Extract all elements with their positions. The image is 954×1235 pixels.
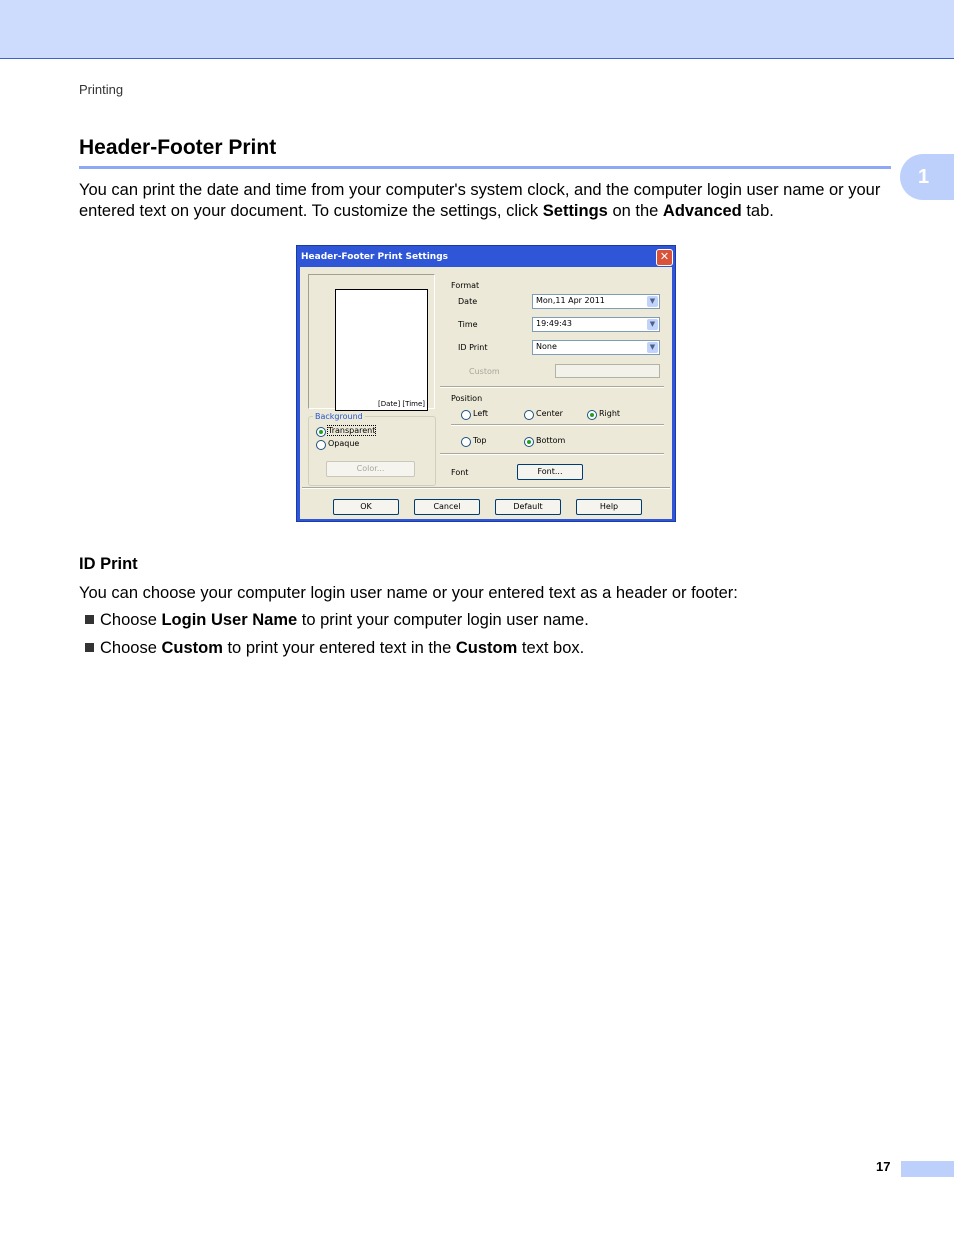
close-icon[interactable]: ✕ <box>656 249 673 266</box>
separator <box>440 386 664 388</box>
format-label: Format <box>451 281 480 290</box>
time-value: 19:49:43 <box>536 319 572 328</box>
separator <box>440 453 664 455</box>
transparent-radio[interactable] <box>316 427 326 437</box>
title-rule <box>79 166 891 169</box>
bullet-square-icon <box>85 643 94 652</box>
date-combo[interactable] <box>532 294 660 309</box>
color-button[interactable]: Color... <box>326 461 415 477</box>
idprint-label: ID Print <box>458 343 488 352</box>
idprint-combo[interactable] <box>532 340 660 355</box>
opaque-radio[interactable] <box>316 440 326 450</box>
bullet-square-icon <box>85 615 94 624</box>
dialog-title: Header-Footer Print Settings <box>301 252 449 262</box>
intro-paragraph: You can print the date and time from your computer's system clock, and the computer login user name or your entered text on your document. To customize the settings, click Settings on the Advanced tab. <box>79 181 881 220</box>
separator <box>302 487 670 489</box>
header-footer-dialog <box>296 245 676 522</box>
running-title: Printing <box>79 82 124 97</box>
page-header-band <box>0 0 954 59</box>
idprint-value: None <box>536 342 557 351</box>
help-button[interactable]: Help <box>576 499 642 515</box>
background-group-label: Background <box>315 412 363 421</box>
bullet-text: Choose Login User Name to print your computer login user name. <box>100 611 589 629</box>
bottom-radio[interactable] <box>524 437 534 447</box>
top-label: Top <box>473 436 487 445</box>
top-radio[interactable] <box>461 437 471 447</box>
preview-panel <box>308 274 435 409</box>
bullet-item <box>85 639 584 658</box>
cancel-button[interactable]: Cancel <box>414 499 480 515</box>
center-label: Center <box>536 409 563 418</box>
transparent-label: Transparent <box>328 426 376 435</box>
chevron-down-icon: ▼ <box>647 342 658 353</box>
preview-label: [Date] [Time] <box>377 400 425 408</box>
idprint-intro: You can choose your computer login user name or your entered text as a header or footer: <box>79 584 738 602</box>
left-radio[interactable] <box>461 410 471 420</box>
ok-button[interactable]: OK <box>333 499 399 515</box>
custom-label: Custom <box>469 367 500 376</box>
bullet-text: Choose Custom to print your entered text in the Custom text box. <box>100 639 585 657</box>
section-title: Header-Footer Print <box>79 136 277 159</box>
center-radio[interactable] <box>524 410 534 420</box>
custom-textbox[interactable] <box>555 364 660 378</box>
page-number-bar <box>901 1161 954 1177</box>
bottom-label: Bottom <box>536 436 566 445</box>
left-label: Left <box>473 409 489 418</box>
time-label: Time <box>458 320 478 329</box>
font-button[interactable]: Font... <box>517 464 583 480</box>
chapter-tab: 1 <box>900 154 954 200</box>
dialog-body <box>300 267 672 519</box>
opaque-label: Opaque <box>328 439 360 448</box>
date-label: Date <box>458 297 478 306</box>
font-label: Font <box>451 468 469 477</box>
chevron-down-icon: ▼ <box>647 319 658 330</box>
right-label: Right <box>599 409 621 418</box>
right-radio[interactable] <box>587 410 597 420</box>
idprint-heading: ID Print <box>79 555 138 573</box>
time-combo[interactable] <box>532 317 660 332</box>
separator <box>451 424 664 426</box>
chevron-down-icon: ▼ <box>647 296 658 307</box>
default-button[interactable]: Default <box>495 499 561 515</box>
bullet-item <box>85 611 589 630</box>
date-value: Mon,11 Apr 2011 <box>536 296 605 305</box>
preview-page <box>335 289 428 411</box>
position-label: Position <box>451 394 483 403</box>
page-number: 17 <box>876 1159 891 1174</box>
